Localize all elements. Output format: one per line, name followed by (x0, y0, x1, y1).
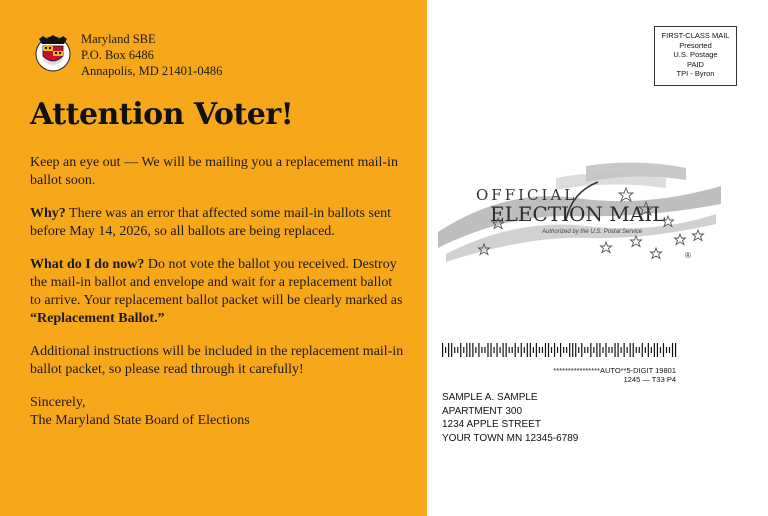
routing-line-2: 1245 — T33 P4 (623, 375, 676, 384)
emblem-tagline: Authorized by the U.S. Postal Service (542, 229, 643, 235)
barcode-bar (521, 343, 522, 357)
additional-paragraph: Additional instructions will be included in the replacement mail-in ballot packet, so please read through it carefully! (30, 344, 404, 377)
postage-indicia (654, 26, 737, 86)
barcode-bar (675, 343, 676, 357)
barcode-bar (672, 343, 673, 357)
barcode-bar (475, 347, 476, 353)
barcode-bar (666, 347, 667, 353)
barcode-bar (545, 343, 546, 357)
postage-line-4: PAID (687, 59, 704, 69)
why-text: There was an error that affected some mail-in ballots sent before May 14, 2026, so all ballots are being replaced. (30, 206, 392, 239)
barcode-bar (460, 343, 461, 357)
barcode-bar (587, 347, 588, 353)
recipient-line-2: 1234 APPLE STREET (442, 419, 541, 430)
routing-code (442, 366, 676, 384)
barcode-bar (484, 347, 485, 353)
barcode-bar (557, 347, 558, 353)
barcode-bar (584, 347, 585, 353)
barcode-bar (569, 343, 570, 357)
barcode-bar (493, 347, 494, 353)
barcode-bar (554, 343, 555, 357)
barcode-bar (648, 343, 649, 357)
emblem-word-official: OFFICIAL (476, 186, 578, 204)
barcode-bar (536, 343, 537, 357)
barcode-bar (633, 343, 634, 357)
message-body (30, 154, 405, 430)
closing: Sincerely, (30, 395, 86, 410)
intro-paragraph: Keep an eye out — We will be mailing you a replacement mail-in ballot soon. (30, 155, 398, 188)
routing-line-1: ****************AUTO**5-DIGIT 19801 (553, 366, 676, 375)
barcode-bar (581, 343, 582, 357)
barcode-bar (624, 343, 625, 357)
barcode-bar (593, 347, 594, 353)
barcode-bar (487, 343, 488, 357)
barcode-bar (602, 347, 603, 353)
barcode-bar (463, 347, 464, 353)
barcode-bar (599, 343, 600, 357)
sender-address-line-2: Annapolis, MD 21401-0486 (81, 64, 223, 78)
barcode-bar (617, 343, 618, 357)
barcode-bar (496, 343, 497, 357)
barcode-bar (457, 347, 458, 353)
barcode-bar (506, 343, 507, 357)
barcode-bar (663, 343, 664, 357)
barcode-bar (611, 347, 612, 353)
replacement-ballot-marking: “Replacement Ballot.” (30, 311, 165, 326)
barcode-bar (608, 347, 609, 353)
barcode-bar (563, 347, 564, 353)
barcode-bar (478, 343, 479, 357)
barcode-bar (630, 343, 631, 357)
barcode-bar (566, 347, 567, 353)
barcode-bar (651, 347, 652, 353)
barcode-bar (524, 347, 525, 353)
barcode-bar (527, 343, 528, 357)
barcode-bar (490, 343, 491, 357)
barcode-bar (578, 347, 579, 353)
barcode-bar (503, 343, 504, 357)
barcode-bar (605, 343, 606, 357)
barcode-bar (499, 347, 500, 353)
barcode-bar (469, 343, 470, 357)
barcode-bar (548, 343, 549, 357)
sender-address-line-1: P.O. Box 6486 (81, 48, 154, 62)
recipient-line-3: YOUR TOWN MN 12345-6789 (442, 432, 579, 444)
barcode-bar (451, 343, 452, 357)
barcode-bar (539, 347, 540, 353)
signature-block (30, 394, 405, 430)
recipient-name: SAMPLE A. SAMPLE (442, 392, 538, 403)
barcode-bar (614, 343, 615, 357)
postage-line-1: FIRST-CLASS MAIL (661, 31, 730, 40)
barcode-bar (533, 347, 534, 353)
barcode-bar (642, 343, 643, 357)
sender-address (81, 31, 222, 79)
barcode-bar (551, 347, 552, 353)
barcode-bar (660, 347, 661, 353)
why-label: Why? (30, 206, 66, 221)
barcode-bar (512, 347, 513, 353)
maryland-seal-icon (34, 34, 72, 72)
barcode-bar (466, 343, 467, 357)
barcode-bar (509, 347, 510, 353)
barcode-bar (669, 347, 670, 353)
what-text: Do not vote the ballot you received. Destroy the mail-in ballot and envelope and wait for a replacement ballot to arrive. Your replacement ballot packet will be clearly marked as (30, 257, 403, 308)
page-title: Attention Voter! (30, 97, 294, 132)
postal-barcode (442, 343, 678, 357)
postage-line-3: U.S. Postage (673, 50, 718, 59)
barcode-bar (481, 347, 482, 353)
what-paragraph (30, 256, 405, 328)
signature: The Maryland State Board of Elections (30, 413, 250, 428)
what-label: What do I do now? (30, 257, 145, 272)
barcode-bar (621, 347, 622, 353)
barcode-bar (530, 343, 531, 357)
barcode-bar (560, 343, 561, 357)
barcode-bar (575, 343, 576, 357)
emblem-word-election-mail: ELECTION MAIL (490, 202, 666, 226)
recipient-address (442, 391, 578, 445)
barcode-bar (572, 343, 573, 357)
barcode-bar (445, 347, 446, 353)
barcode-bar (645, 347, 646, 353)
barcode-bar (472, 343, 473, 357)
registered-mark: ® (685, 251, 691, 260)
barcode-bar (590, 343, 591, 357)
barcode-bar (518, 347, 519, 353)
barcode-bar (636, 347, 637, 353)
sender-name: Maryland SBE (81, 32, 156, 46)
recipient-line-1: APARTMENT 300 (442, 405, 523, 417)
why-paragraph (30, 205, 405, 241)
barcode-bar (542, 347, 543, 353)
barcode-bar (627, 347, 628, 353)
postage-line-2: Presorted (679, 40, 712, 50)
barcode-bar (448, 343, 449, 357)
barcode-bar (639, 347, 640, 353)
barcode-bar (442, 343, 443, 357)
barcode-bar (657, 343, 658, 357)
barcode-bar (454, 347, 455, 353)
official-election-mail-logo (436, 158, 721, 266)
barcode-bar (654, 343, 655, 357)
barcode-bar (515, 343, 516, 357)
postage-line-5: TPI - Byron (676, 69, 715, 78)
barcode-bar (596, 343, 597, 357)
